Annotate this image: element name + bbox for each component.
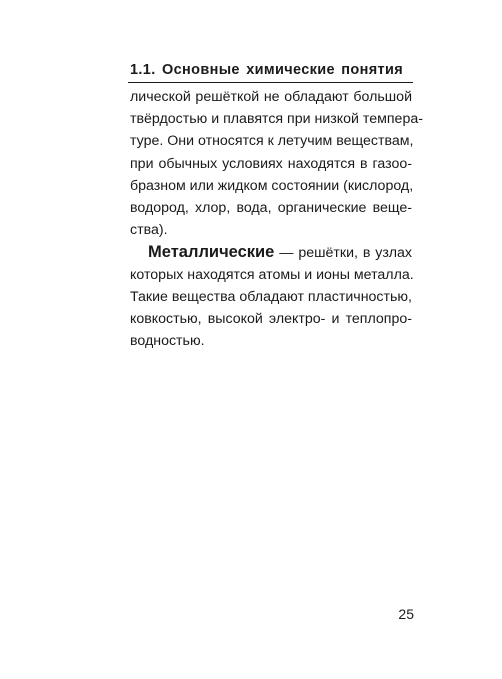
- text-line: Такие вещества обладают пластичностью,: [130, 288, 412, 305]
- text-line-first: [130, 241, 412, 263]
- term-definition-start: — решётки, в узлах: [274, 245, 412, 262]
- text-line: при обычных условиях находятся в газоо-: [130, 155, 412, 172]
- text-line: ковкостью, высокой электро- и теплопро-: [130, 310, 412, 327]
- paragraph-1: [130, 86, 423, 241]
- text-line: твёрдостью и плавятся при низкой темпера-: [130, 111, 423, 128]
- term-metallic: Металлические: [148, 243, 275, 262]
- text-line: которых находятся атомы и ионы металла.: [130, 266, 414, 283]
- running-title: 1.1. Основные химические понятия: [130, 62, 404, 78]
- text-line: ства).: [130, 222, 168, 239]
- page-number: 25: [398, 606, 414, 622]
- text-line: лической решёткой не обладают большой: [130, 89, 412, 105]
- paragraph-2: [130, 241, 412, 352]
- text-line: бразном или жидком состоянии (кислород,: [130, 177, 414, 194]
- text-line: водностью.: [130, 333, 205, 350]
- body-text: [130, 86, 423, 352]
- header-rule: [128, 82, 413, 83]
- text-line: туре. Они относятся к летучим веществам,: [130, 133, 414, 150]
- text-line: водород, хлор, вода, органические веще-: [130, 199, 412, 216]
